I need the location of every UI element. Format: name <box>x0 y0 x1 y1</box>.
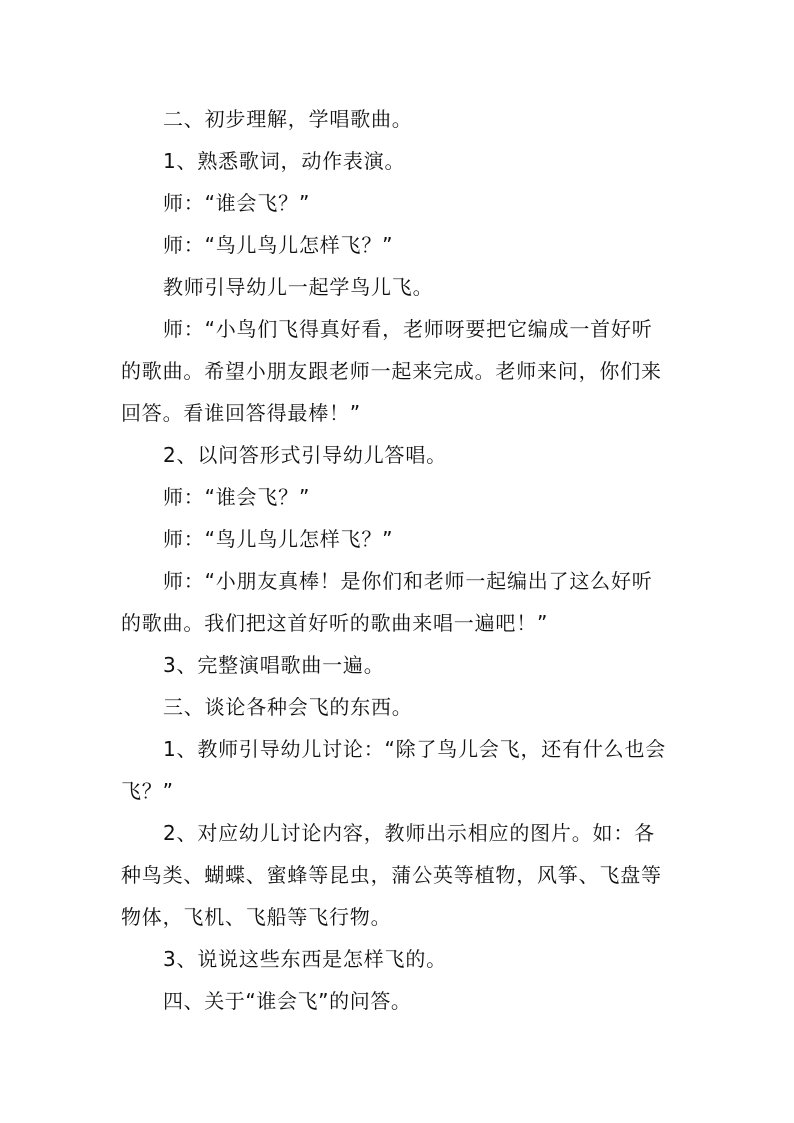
section-heading-2: 二、初步理解，学唱歌曲。 <box>163 107 413 131</box>
teacher-song-intro-paragraph: 师：“小鸟们飞得真好看，老师呀要把它编成一首好听的歌曲。希望小朋友跟老师一起来完成。老师来问，你们来回答。看谁回答得最棒！” <box>121 317 662 425</box>
teacher-guidance-bird-flight: 教师引导幼儿一起学鸟儿飞。 <box>163 275 434 299</box>
discussion-how-things-fly: 3、说说这些东西是怎样飞的。 <box>163 947 447 971</box>
teacher-line-how-birds-fly-repeat: 师：“鸟儿鸟儿怎样飞？” <box>163 527 394 551</box>
teacher-praise-paragraph: 师：“小朋友真棒！是你们和老师一起编出了这么好听的歌曲。我们把这首好听的歌曲来唱一遍吧！” <box>121 569 653 635</box>
picture-display-paragraph: 2、对应幼儿讨论内容，教师出示相应的图片。如：各种鸟类、蝴蝶、蜜蜂等昆虫，蒲公英等植物，风筝、飞盘等物体，飞机、飞船等飞行物。 <box>121 821 662 929</box>
step-1-familiar-lyrics: 1、熟悉歌词，动作表演。 <box>163 149 406 173</box>
teacher-line-who-can-fly: 师：“谁会飞？” <box>163 191 311 215</box>
section-heading-3: 三、谈论各种会飞的东西。 <box>163 695 413 719</box>
discussion-question-paragraph: 1、教师引导幼儿讨论：“除了鸟儿会飞，还有什么也会飞？” <box>121 737 667 803</box>
teacher-line-how-birds-fly: 师：“鸟儿鸟儿怎样飞？” <box>163 233 394 257</box>
step-2-question-answer-singing: 2、以问答形式引导幼儿答唱。 <box>163 443 447 467</box>
teacher-line-who-can-fly-repeat: 师：“谁会飞？” <box>163 485 311 509</box>
document-body <box>121 98 673 1022</box>
section-heading-4: 四、关于“谁会飞”的问答。 <box>163 989 412 1013</box>
step-3-full-song: 3、完整演唱歌曲一遍。 <box>163 653 385 677</box>
